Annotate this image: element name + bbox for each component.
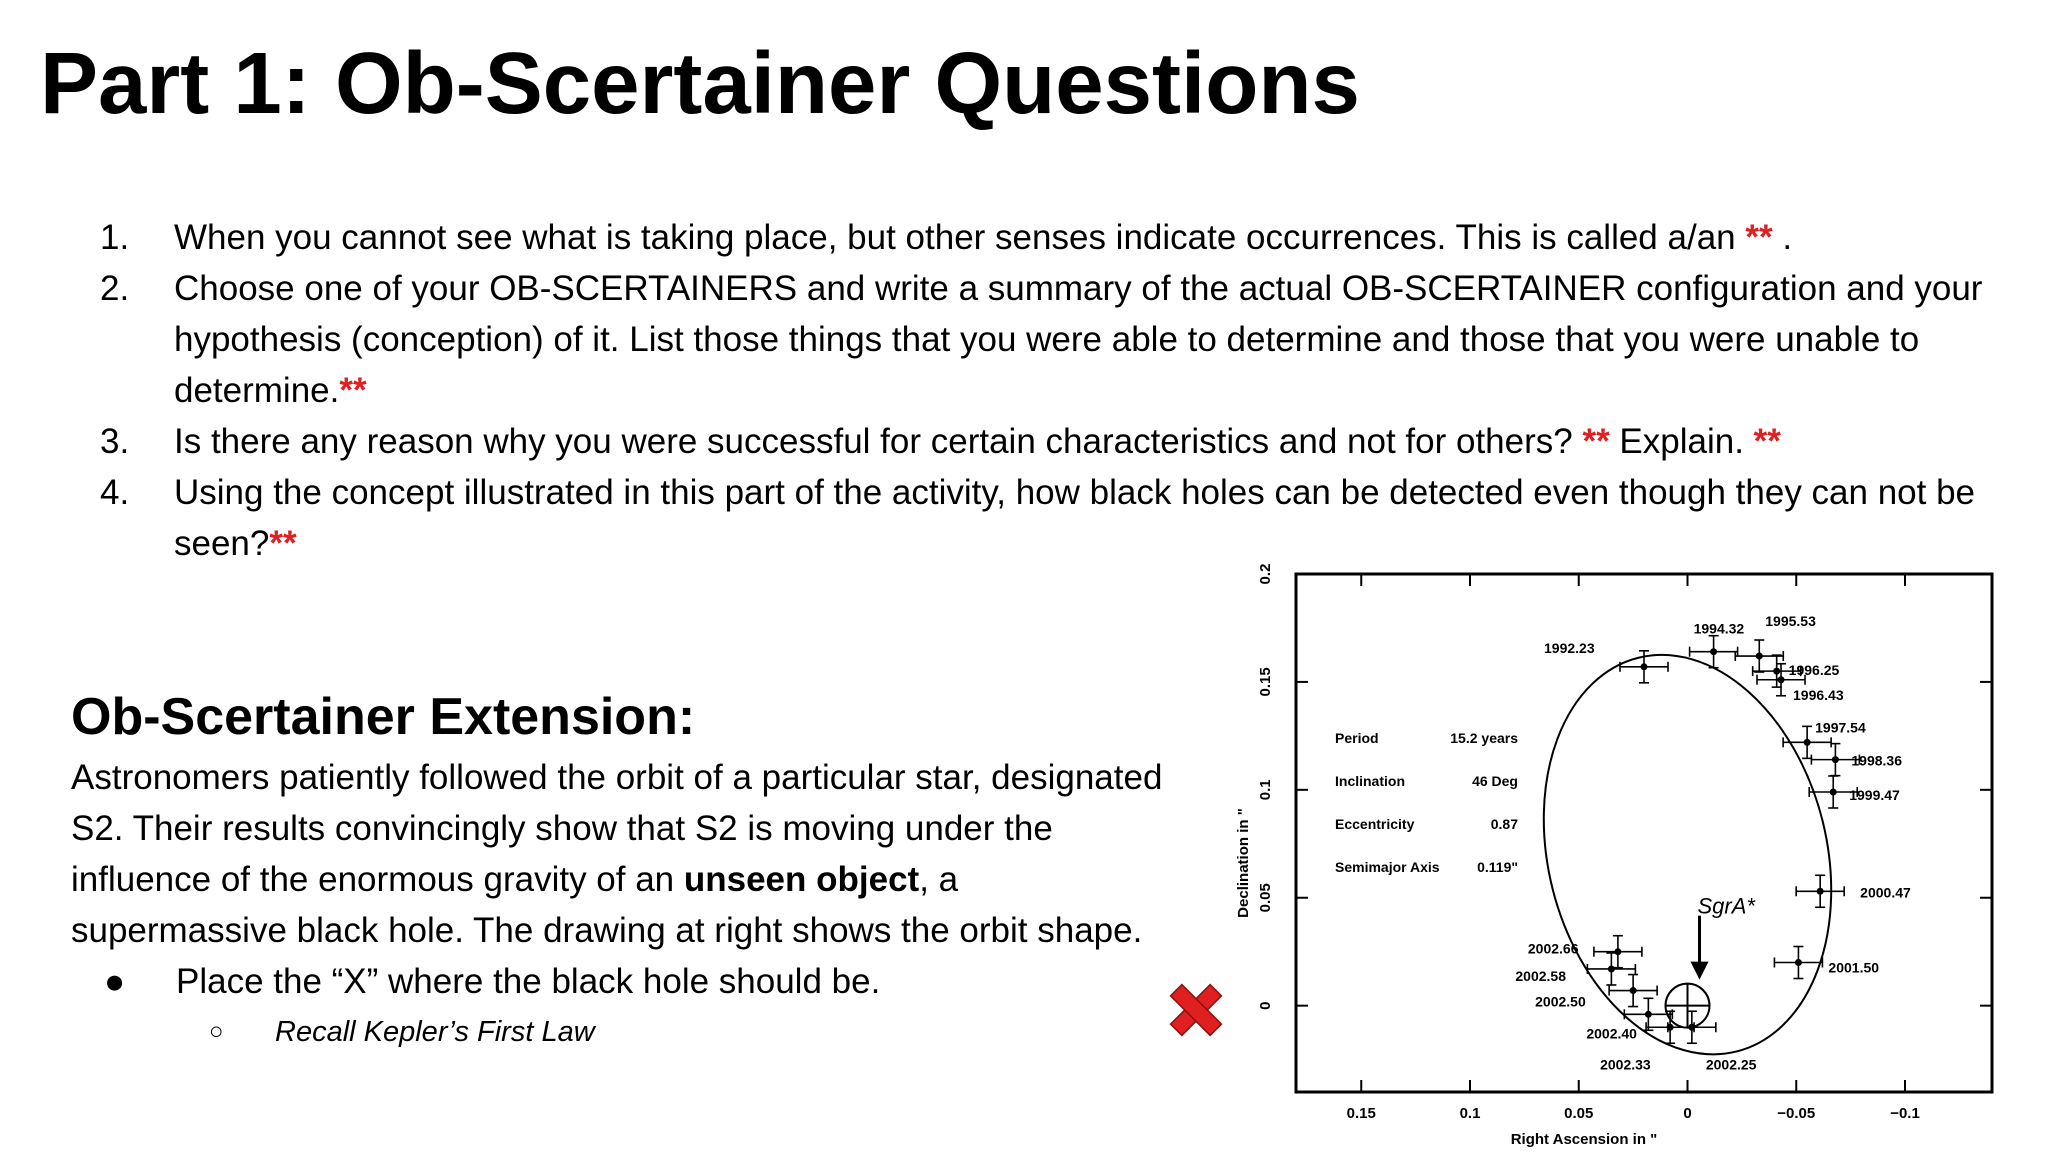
point-label: 2002.25 [1705, 1056, 1757, 1073]
question-text-part: Choose one of your OB-SCERTAINERS and write a summary of the actual OB-SCERTAINER configuration and your hypothesis (conception) of it. List those things that you were able to determine and those that you were unable to determine. [174, 269, 1983, 410]
data-point [1795, 959, 1802, 966]
data-point [1804, 739, 1811, 746]
question-number: 1. [100, 218, 130, 257]
data-point [1832, 756, 1839, 763]
question-text-part: Using the concept illustrated in this part of the activity, how black holes can be detected even though they can not be seen? [174, 473, 1976, 563]
question-text-part: Is there any reason why you were successful for certain characteristics and not for others? [174, 422, 1583, 461]
bullet-dot-icon: ● [104, 962, 126, 1001]
x-tick-label: 0.1 [1459, 1105, 1481, 1122]
point-label: 1996.25 [1788, 662, 1840, 679]
param-value: 15.2 years [1450, 730, 1518, 746]
y-tick-label: 0 [1257, 1001, 1274, 1010]
point-label: 1998.36 [1851, 752, 1903, 769]
point-label: 2002.50 [1535, 993, 1586, 1010]
point-label: 1994.32 [1693, 620, 1745, 637]
y-axis-label: Declination in " [1235, 808, 1252, 918]
data-point [1756, 653, 1763, 660]
point-label: 2002.58 [1515, 967, 1566, 984]
y-tick-label: 0.15 [1257, 667, 1274, 697]
question-text-part: Explain. [1609, 422, 1754, 461]
data-point [1630, 987, 1637, 994]
x-tick-label: 0 [1683, 1105, 1692, 1122]
question-text [174, 416, 2030, 467]
point-label: 1995.53 [1765, 613, 1816, 630]
param-value: 0.119" [1477, 859, 1518, 875]
param-name: Period [1335, 730, 1379, 746]
y-tick-label: 0.2 [1257, 563, 1274, 585]
extension-text-start: Astronomers patiently followed the orbit of a particular star, designated S2. Their results convincingly show that S2 is moving under the influence of the enormous gravity of an [71, 758, 1163, 899]
x-tick-label: −0.1 [1890, 1105, 1920, 1122]
param-value: 0.87 [1490, 816, 1518, 832]
question-item [100, 416, 2030, 467]
question-list [100, 212, 2030, 569]
sgra-arrow-head [1691, 962, 1709, 980]
point-label: 2000.47 [1860, 884, 1911, 901]
question-text-part: When you cannot see what is taking place, but other senses indicate occurrences. This is called a/an [174, 218, 1746, 257]
x-tick-label: −0.05 [1777, 1105, 1816, 1122]
param-name: Inclination [1335, 773, 1405, 789]
question-item [100, 212, 2030, 263]
x-axis-label: Right Ascension in " [1510, 1131, 1658, 1148]
y-tick-label: 0.05 [1257, 883, 1274, 913]
question-number: 3. [100, 422, 130, 461]
sgra-label: SgrA* [1697, 893, 1755, 919]
answer-blank-marker: ** [1745, 218, 1773, 257]
data-point [1614, 948, 1621, 955]
data-point [1710, 648, 1717, 655]
x-tick-label: 0.05 [1564, 1105, 1594, 1122]
extension-heading: Ob-Scertainer Extension: [71, 688, 696, 746]
bullet-circle-icon: ○ [209, 1018, 224, 1045]
answer-blank-marker: ** [339, 371, 367, 410]
data-point [1830, 788, 1837, 795]
data-point [1641, 663, 1648, 670]
param-value: 46 Deg [1472, 773, 1518, 789]
question-item [100, 263, 2030, 416]
answer-blank-marker: ** [1582, 422, 1610, 461]
data-point [1817, 888, 1824, 895]
point-label: 2002.66 [1527, 940, 1579, 957]
y-tick-label: 0.1 [1257, 779, 1274, 801]
x-tick-label: 0.15 [1346, 1105, 1376, 1122]
s2-orbit-chart [1235, 552, 2000, 1152]
extension-section [71, 682, 1171, 1057]
sub-bullet-item [209, 1007, 1171, 1057]
extension-text-bold: unseen object [683, 860, 920, 899]
point-label: 1999.47 [1849, 786, 1900, 803]
question-number: 2. [100, 269, 130, 308]
answer-blank-marker: ** [1753, 422, 1781, 461]
question-text [174, 212, 2030, 263]
question-text [174, 263, 2030, 416]
red-x-icon[interactable] [1166, 980, 1226, 1040]
data-point [1645, 1011, 1652, 1018]
sub-bullet-text: Recall Kepler’s First Law [275, 1016, 595, 1048]
extension-text-end: , a supermassive black hole. The drawing at right shows the orbit shape. [71, 860, 1143, 950]
answer-blank-marker: ** [269, 524, 297, 563]
param-name: Eccentricity [1335, 816, 1415, 832]
bullet-text: Place the “X” where the black hole should be. [176, 962, 881, 1001]
point-label: 2001.50 [1828, 959, 1880, 976]
param-name: Semimajor Axis [1335, 859, 1440, 875]
point-label: 1996.43 [1793, 686, 1844, 703]
data-point [1778, 676, 1785, 683]
data-point [1773, 668, 1780, 675]
question-number: 4. [100, 473, 130, 512]
question-text-part: . [1772, 218, 1793, 257]
point-label: 1997.54 [1815, 719, 1866, 736]
point-label: 2002.40 [1586, 1025, 1637, 1042]
data-point [1608, 965, 1615, 972]
page-title: Part 1: Ob-Scertainer Questions [40, 35, 1360, 132]
point-label: 2002.33 [1600, 1056, 1651, 1073]
extension-paragraph [71, 752, 1171, 956]
bullet-item [104, 956, 1171, 1007]
point-label: 1992.23 [1544, 639, 1595, 656]
